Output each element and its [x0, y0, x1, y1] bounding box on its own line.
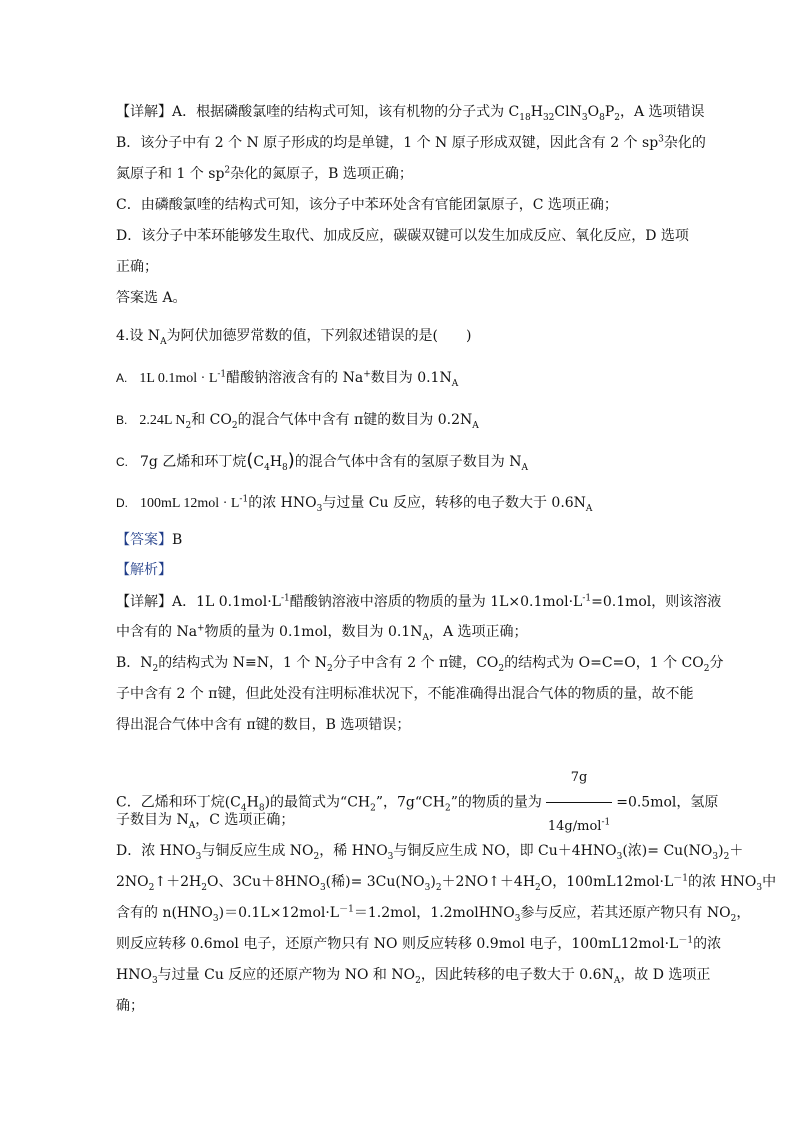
- subscript: A: [521, 462, 528, 473]
- subscript: 2: [231, 420, 238, 431]
- section-tag: 【详解】: [116, 104, 172, 120]
- subscript: A: [160, 336, 167, 347]
- subscript: 8: [282, 462, 288, 473]
- subscript: 2: [535, 882, 541, 893]
- option-c: C. 7g 乙烯和环丁烷$(C_4H_8)$的混合气体中含有的氢原子数目为 $N_A$: [116, 450, 528, 473]
- answer-tag: 【答案】: [116, 532, 172, 548]
- subscript: 4: [240, 803, 247, 814]
- superscript: －1: [339, 904, 354, 915]
- text-line: C．乙烯和环丁烷$(C_4H_8)$的最简式为“$CH_2$”，$7g“CH_2$”的物质的量为 $\frac{7g}{14g/mol^{-1}}$ =0.5mol，氢原: [116, 756, 718, 849]
- text-line: 中含有的 Na+物质的量为 0.1mol，数目为 $0.1N_A$，A 选项正确；: [116, 623, 528, 643]
- subscript: 2: [327, 663, 333, 674]
- subscript: 2: [313, 851, 320, 862]
- text-line: 得出混合气体中含有 π键的数目，B 选项错误；: [116, 717, 411, 733]
- answer-value: B: [172, 532, 183, 548]
- subscript: A: [472, 420, 479, 431]
- option-b: B. 2.24L $N_2$和 $CO_2$的混合气体中含有 π键的数目为 $0.2N_A$: [116, 412, 479, 431]
- subscript: 2: [723, 851, 730, 862]
- text-line: 则反应转移 0.6mol 电子，还原产物只有 NO 则反应转移 0.9mol 电子，$100mL12mol\cdot L^{-1}$的浓: [116, 935, 722, 952]
- text-line: 答案选 A。: [116, 290, 187, 306]
- text-line: 含有的 $n(HNO_3)=0.1L\times 12mol\cdot L^{-1}=1.2mol$，1.2molHNO$_3$参与反应，若其还原产物只有 $NO_2$，: [116, 904, 751, 924]
- analysis-tag: 【解析】: [116, 562, 172, 578]
- subscript: A: [613, 975, 621, 986]
- option-a: A. 1L $0.1mol \cdot L^{-1}$醋酸钠溶液含有的 Na+数目为 $0.1N_A$: [116, 369, 459, 389]
- answer-line: [116, 530, 182, 550]
- superscript: -1: [601, 817, 611, 828]
- superscript: +: [197, 623, 205, 634]
- subscript: 32: [542, 112, 555, 123]
- subscript: 3: [756, 882, 763, 893]
- subscript: A: [451, 378, 459, 389]
- superscript: －1: [678, 935, 694, 946]
- superscript: -1: [582, 593, 592, 604]
- text-line: 【详解】A．1L $0.1mol\cdot L^{-1}$醋酸钠溶液中溶质的物质的量为 $1L\times 0.1mol\cdot L^{-1}=0.1mol$，则该溶液: [116, 593, 722, 610]
- superscript: －1: [673, 873, 689, 884]
- subscript: 3: [151, 975, 158, 986]
- subscript: 3: [616, 851, 623, 862]
- text-line: B．$N_2$的结构式为 N≡N，1 个 $N_2$分子中含有 2 个 π键，$CO_2$的结构式为 O=C=O，1 个 $CO_2$分: [116, 655, 724, 674]
- text-line: 【详解】A．根据磷酸氯喹的结构式可知，该有机物的分子式为 $C_{18}H_{32}ClN_3O_8P_2$，A 选项错误: [116, 104, 705, 123]
- text-line: 子数目为 $N_A$，C 选项正确；: [116, 812, 295, 831]
- text-line: D．浓 $HNO_3$与铜反应生成 $NO_2$，稀 $HNO_3$与铜反应生成 NO，即 $Cu+4HNO_3$(浓)= $Cu(NO_3)_2+$: [116, 843, 744, 862]
- superscript: 3: [658, 134, 664, 145]
- subscript: 4: [264, 462, 270, 473]
- text-line: D．该分子中苯环能够发生取代、加成反应，碳碳双键可以发生加成反应、氧化反应，D 选项: [116, 228, 689, 244]
- subscript: 2: [370, 803, 376, 814]
- text-line: 氮原子和 1 个 $sp^2$杂化的氮原子，B 选项正确；: [116, 165, 413, 182]
- superscript: -1: [239, 494, 249, 505]
- subscript: 2: [444, 803, 451, 814]
- text-line: $2NO_2↑+2H_2O$、$3Cu+8HNO_3$(稀)= $3Cu(NO_3)_2+2NO↑+4H_2O$，$100mL12mol\cdot L^{-1}$的浓 $HNO_3$中: [116, 873, 777, 893]
- subscript: 3: [514, 913, 521, 924]
- question-stem: 4.设 $N_A$为阿伏加德罗常数的值，下列叙述错误的是( ): [116, 328, 472, 347]
- subscript: 3: [195, 851, 202, 862]
- subscript: A: [422, 632, 429, 643]
- text-line: 确；: [116, 998, 144, 1014]
- subscript: 3: [212, 913, 219, 924]
- superscript: -1: [280, 593, 290, 604]
- subscript: 2: [415, 975, 421, 986]
- subscript: 2: [730, 913, 737, 924]
- subscript: 18: [519, 112, 531, 123]
- superscript: 2: [224, 165, 231, 176]
- subscript: 2: [614, 112, 620, 123]
- text-line: 正确；: [116, 259, 158, 275]
- text-line: B．该分子中有 2 个 N 原子形成的均是单键，1 个 N 原子形成双键，因此含有 2 个 $sp^3$杂化的: [116, 134, 706, 151]
- subscript: 8: [258, 803, 265, 814]
- text-line: C．由磷酸氯喹的结构式可知，该分子中苯环处含有官能团氯原子，C 选项正确；: [116, 197, 618, 213]
- fraction: $\frac{7g}{14g/mol^{-1}}$: [546, 756, 612, 849]
- option-d: D. 100mL $12mol \cdot L^{-1}$的浓 $HNO_3$与过量 Cu 反应，转移的电子数大于 $0.6N_A$: [116, 494, 593, 514]
- subscript: 3: [712, 851, 719, 862]
- subscript: 2: [152, 663, 159, 674]
- subscript: 3: [319, 882, 326, 893]
- subscript: 3: [424, 882, 431, 893]
- text-line: $HNO_3$与过量 Cu 反应的还原产物为 NO 和 $NO_2$，因此转移的电子数大于 $0.6N_A$，故 D 选项正: [116, 967, 711, 986]
- subscript: 2: [703, 663, 710, 674]
- superscript: -1: [217, 369, 227, 380]
- superscript: +: [363, 369, 371, 380]
- subscript: 8: [599, 112, 605, 123]
- subscript: 2: [435, 882, 442, 893]
- subscript: 2: [201, 882, 207, 893]
- subscript: A: [585, 503, 593, 514]
- subscript: 3: [316, 503, 323, 514]
- subscript: 2: [185, 420, 192, 431]
- subscript: 2: [498, 663, 505, 674]
- subscript: 3: [387, 851, 394, 862]
- subscript: A: [188, 820, 196, 831]
- text-line: 子中含有 2 个 π键，但此处没有注明标准状况下，不能准确得出混合气体的物质的量，故不能: [116, 686, 694, 702]
- subscript: 2: [148, 882, 155, 893]
- subscript: 3: [581, 112, 588, 123]
